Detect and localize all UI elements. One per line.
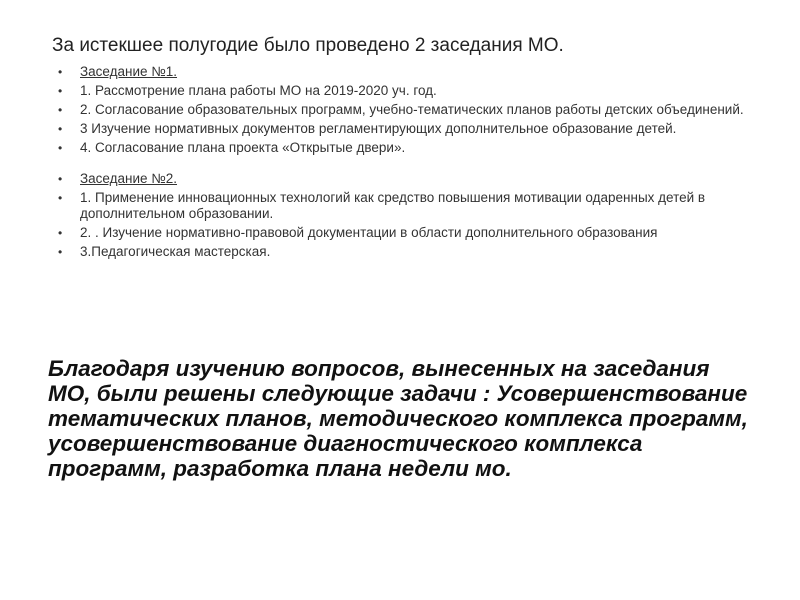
list-item <box>58 225 758 241</box>
bullet-icon: • <box>58 172 63 186</box>
slide-heading: За истекшее полугодие было проведено 2 заседания МО. <box>52 35 564 56</box>
bullet-icon: • <box>58 65 63 79</box>
meeting-2-item-3: 3.Педагогическая мастерская. <box>80 244 271 259</box>
meetings-list <box>58 64 758 263</box>
meeting-2-title: Заседание №2. <box>80 171 178 186</box>
list-item <box>58 121 758 137</box>
list-item <box>58 140 758 156</box>
list-item <box>58 102 758 118</box>
list-spacer <box>58 159 758 171</box>
meeting-1-item-4: 4. Согласование плана проекта «Открытые двери». <box>80 140 406 155</box>
list-item <box>58 83 758 99</box>
bullet-icon: • <box>58 141 63 155</box>
list-item <box>58 244 758 260</box>
meeting-1-item-2: 2. Согласование образовательных программ, учебно-тематических планов работы детских объединений. <box>80 102 744 117</box>
bullet-icon: • <box>58 122 63 136</box>
meeting-2-item-2: 2. . Изучение нормативно-правовой документации в области дополнительного образования <box>80 225 658 240</box>
meeting-2-title-item <box>58 171 758 187</box>
meeting-1-item-1: 1. Рассмотрение плана работы МО на 2019-2020 уч. год. <box>80 83 437 98</box>
meeting-2-item-1: 1. Применение инновационных технологий как средство повышения мотивации одаренных детей в дополнительном образовании. <box>80 190 706 221</box>
bullet-icon: • <box>58 245 63 259</box>
meeting-1-title: Заседание №1. <box>80 64 178 79</box>
meeting-1-item-3: 3 Изучение нормативных документов регламентирующих дополнительное образование детей. <box>80 121 677 136</box>
bullet-icon: • <box>58 103 63 117</box>
meeting-1-title-item <box>58 64 758 80</box>
bullet-icon: • <box>58 226 63 240</box>
bullet-icon: • <box>58 84 63 98</box>
list-item <box>58 190 758 222</box>
conclusion-text: Благодаря изучению вопросов, вынесенных на заседания МО, были решены следующие задачи : Усовершенствование тематических планов, методического комплекса программ, усовершенствование диагностического комплекса программ, разработка плана недели мо. <box>48 356 748 481</box>
bullet-icon: • <box>58 191 63 205</box>
